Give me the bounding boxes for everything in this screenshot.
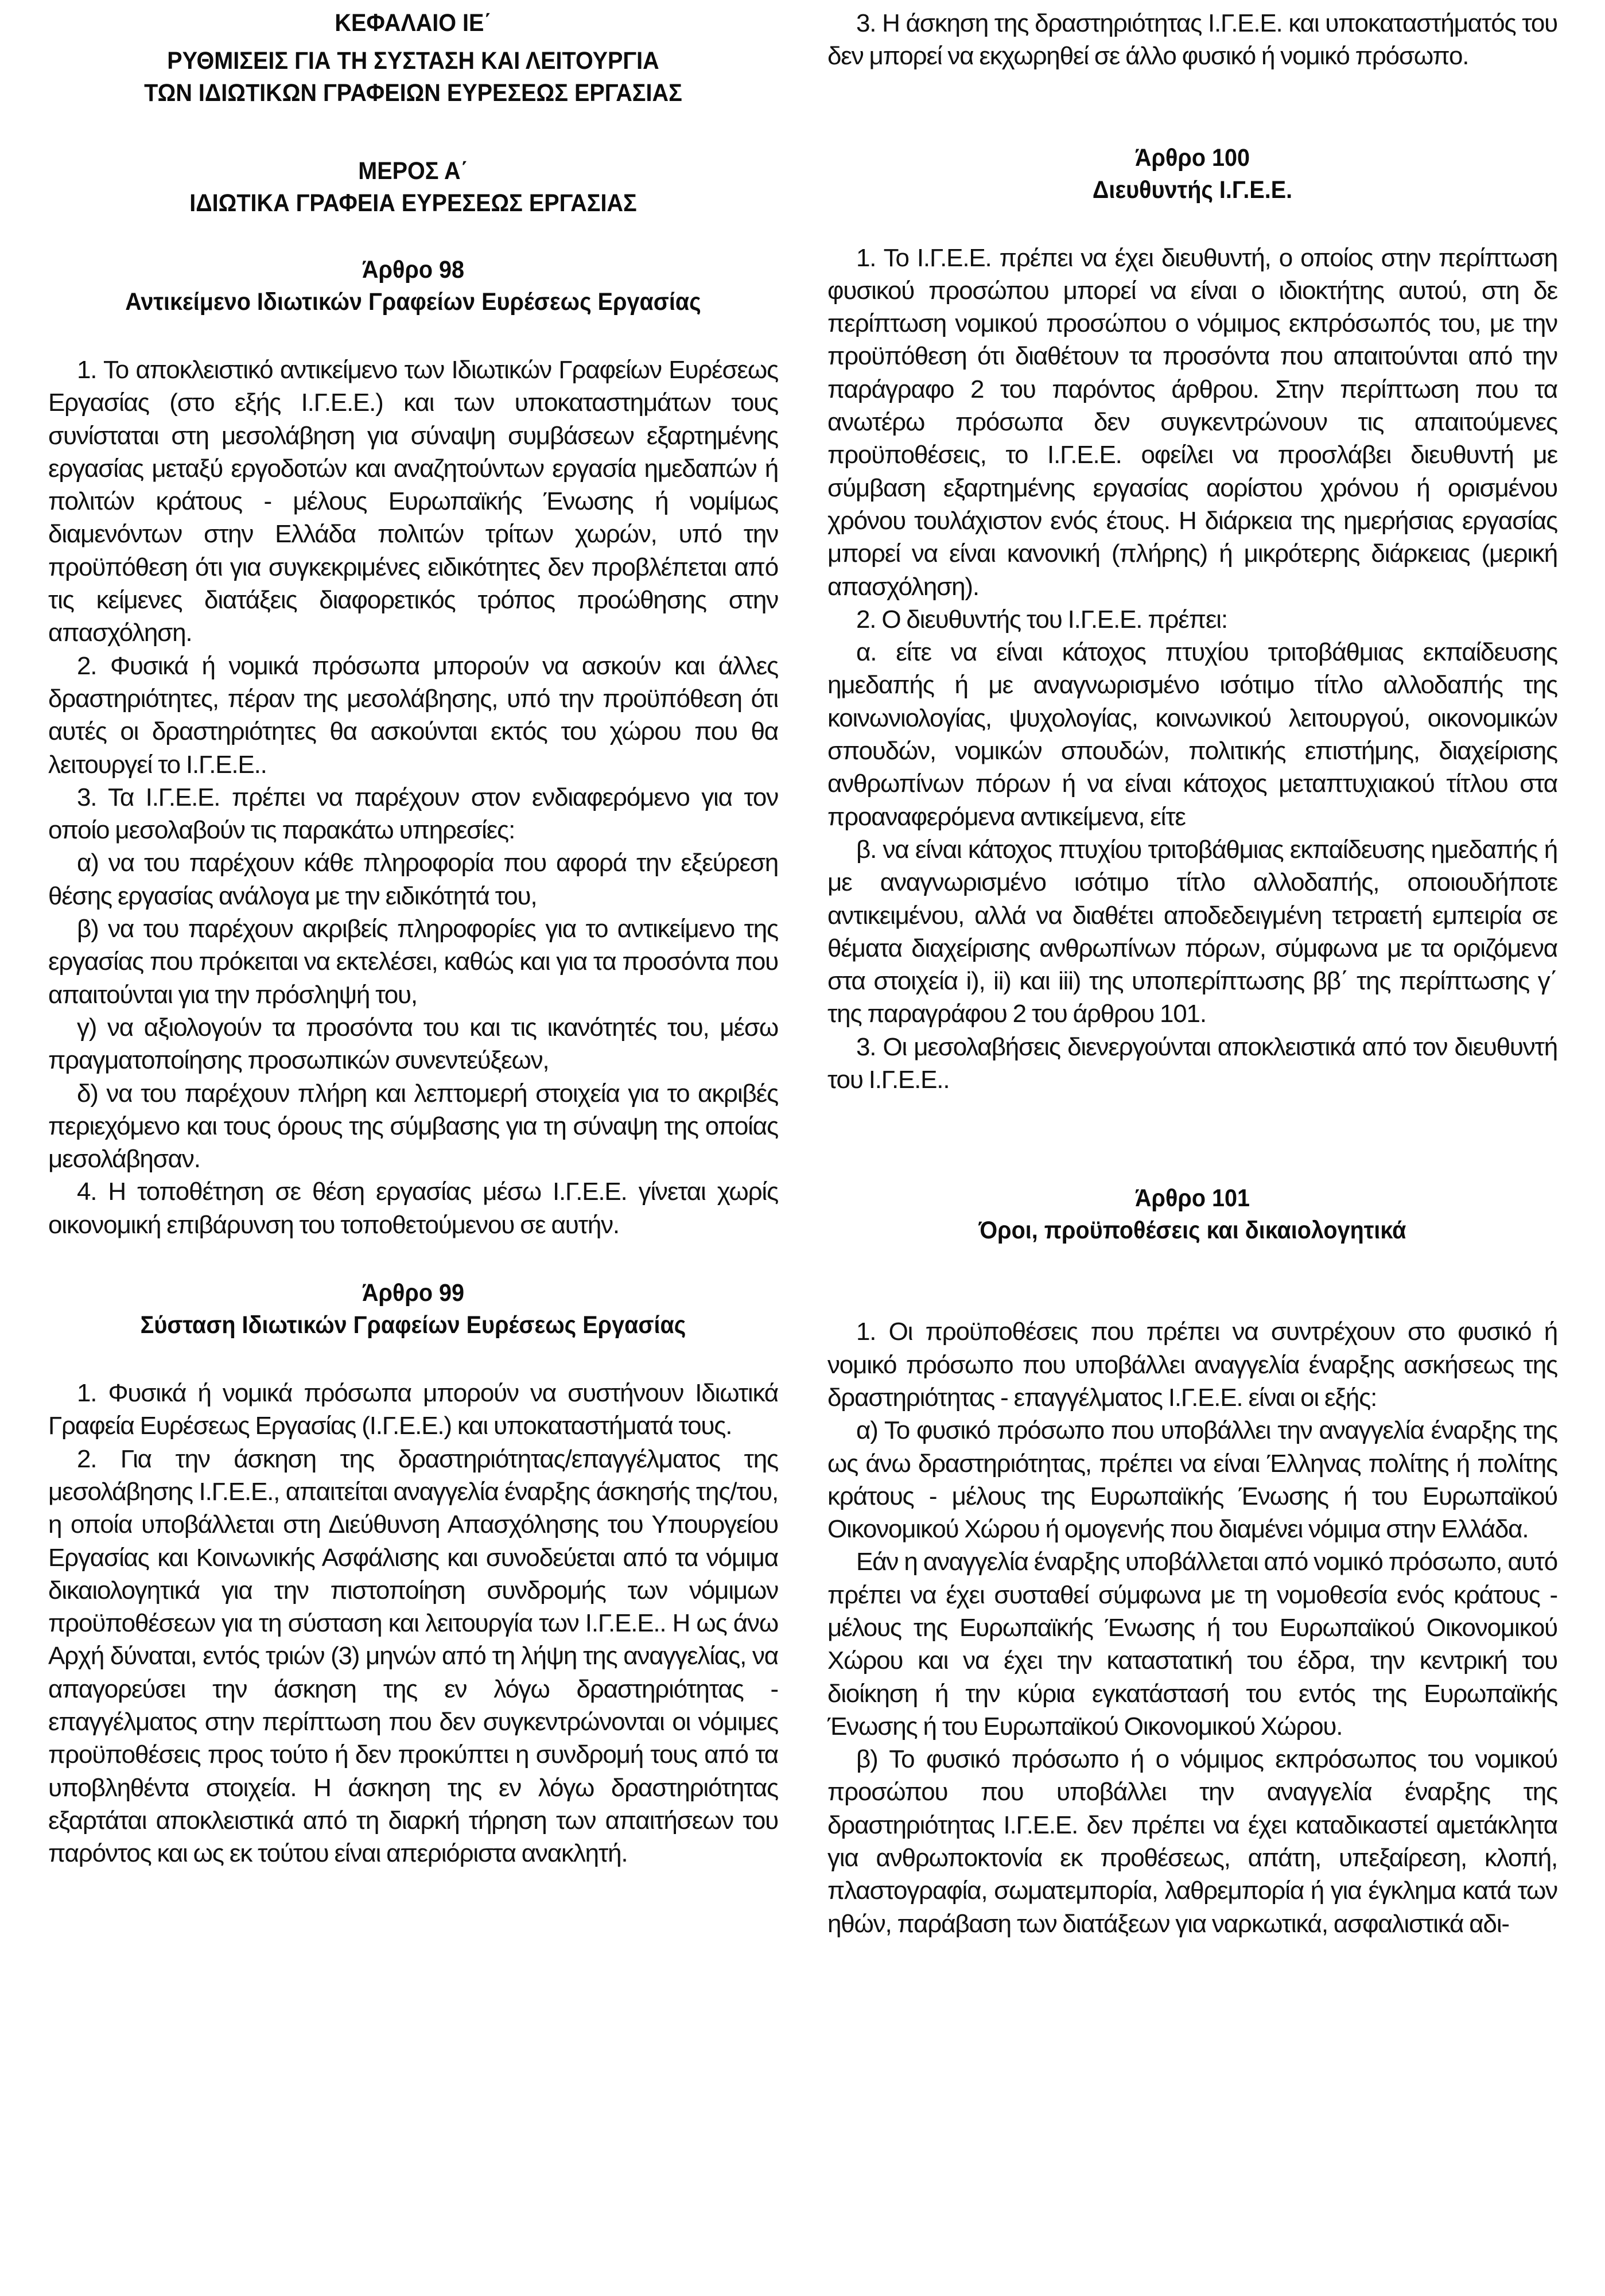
article-98-body [48, 353, 778, 1241]
article-98-title: Αντικείμενο Ιδιωτικών Γραφείων Ευρέσεως Εργασίας [125, 288, 701, 316]
paragraph: α) να του παρέχουν κάθε πληροφορία που αφορά την εξεύρεση θέσης εργασίας ανάλογα με την ειδικότητά του, [48, 849, 778, 910]
article-101-body [827, 1315, 1557, 1940]
article-98-number: Άρθρο 98 [362, 256, 465, 283]
paragraph: 1. Φυσικά ή νομικά πρόσωπα μπορούν να συστήνουν Ιδιωτικά Γραφεία Ευρέσεως Εργασίας (Ι.Γ.Ε.Ε.) και υποκαταστήματά τους. [48, 1379, 778, 1440]
paragraph: 3. Οι μεσολαβήσεις διενεργούνται αποκλειστικά από τον διευθυντή του Ι.Γ.Ε.Ε.. [827, 1032, 1557, 1094]
paragraph: 2. Ο διευθυντής του Ι.Γ.Ε.Ε. πρέπει: [856, 605, 1227, 634]
paragraph: 3. Η άσκηση της δραστηριότητας Ι.Γ.Ε.Ε. και υποκαταστήματός του δεν μπορεί να εκχωρηθεί σε άλλο φυσικό ή νομικό πρόσωπο. [827, 9, 1557, 71]
part-subtitle: ΙΔΙΩΤΙΚΑ ΓΡΑΦΕΙΑ ΕΥΡΕΣΕΩΣ ΕΡΓΑΣΙΑΣ [189, 189, 637, 217]
article-101-number: Άρθρο 101 [1134, 1184, 1250, 1213]
article-100-number: Άρθρο 100 [1134, 143, 1250, 172]
part-title: ΜΕΡΟΣ Α΄ [358, 157, 468, 185]
paragraph: Εάν η αναγγελία έναρξης υποβάλλεται από νομικό πρόσωπο, αυτό πρέπει να έχει συσταθεί σύμφωνα με τη νομοθεσία ενός κράτους - μέλους της Ευρωπαϊκής Ένωσης ή του Ευρωπαϊκού Οικονομικού Χώρου και να έχει την καταστατική του έδρα, την κεντρική του διοίκηση ή την κύρια εγκατάστασή του εντός της Ευρωπαϊκής Ένωσης ή του Ευρωπαϊκού Οικονομικού Χώρου. [827, 1548, 1557, 1741]
paragraph: 3. Τα Ι.Γ.Ε.Ε. πρέπει να παρέχουν στον ενδιαφερόμενο για τον οποίο μεσολαβούν τις παρακάτω υπηρεσίες: [48, 783, 778, 845]
paragraph: α. είτε να είναι κάτοχος πτυχίου τριτοβάθμιας εκπαίδευσης ημεδαπής ή με αναγνωρισμένο ισότιμο τίτλο αλλοδαπής της κοινωνιολογίας, ψυχολογίας, κοινωνικού λειτουργού, οικονομικών σπουδών, νομικών σπουδών, πολιτικής επιστήμης, διαχείρισης ανθρωπίνων πόρων ή να είναι κάτοχος μεταπτυχιακού τίτλου στα προαναφερόμενα αντικείμενα, είτε [827, 638, 1557, 831]
paragraph: 2. Φυσικά ή νομικά πρόσωπα μπορούν να ασκούν και άλλες δραστηριότητες, πέραν της μεσολάβησης, υπό την προϋπόθεση ότι αυτές οι δραστηριότητες θα ασκούνται εκτός του χώρου που θα λειτουργεί το Ι.Γ.Ε.Ε.. [48, 651, 778, 779]
paragraph: 1. Το Ι.Γ.Ε.Ε. πρέπει να έχει διευθυντή, ο οποίος στην περίπτωση φυσικού προσώπου μπορεί να είναι ο ιδιοκτήτης αυτού, στη δε περίπτωση νομικού προσώπου ο νόμιμος εκπρόσωπός του, με την προϋπόθεση ότι διαθέτουν τα προσόντα που απαιτούνται από την παράγραφο 2 του παρόντος άρθρου. Στην περίπτωση που τα ανωτέρω πρόσωπα δεν συγκεντρώνουν τις απαιτούμενες προϋποθέσεις, το Ι.Γ.Ε.Ε. οφείλει να προσλάβει διευθυντή με σύμβαση εξαρτημένης εργασίας αορίστου χρόνου ή ορισμένου χρόνου τουλάχιστον ενός έτους. Η διάρκεια της ημερήσιας εργασίας μπορεί να είναι κανονική (πλήρης) ή μικρότερης διάρκειας (μερική απασχόληση). [827, 243, 1557, 601]
paragraph: 1. Το αποκλειστικό αντικείμενο των Ιδιωτικών Γραφείων Ευρέσεως Εργασίας (στο εξής Ι.Γ.Ε.Ε.) και των υποκαταστημάτων τους συνίσταται στη μεσολάβηση για σύναψη συμβάσεων εξαρτημένης εργασίας μεταξύ εργοδοτών και αναζητούντων εργασία ημεδαπών ή πολιτών κράτους - μέλους Ευρωπαϊκής Ένωσης ή νομίμως διαμενόντων στην Ελλάδα πολιτών τρίτων χωρών, υπό την προϋπόθεση ότι για συγκεκριμένες ειδικότητες δεν προβλέπεται από τις κείμενες διατάξεις διαφορετικός τρόπος προώθησης στην απασχόληση. [48, 356, 778, 647]
chapter-title: ΚΕΦΑΛΑΙΟ ΙΕ΄ [335, 9, 492, 37]
paragraph: γ) να αξιολογούν τα προσόντα του και τις ικανότητές του, μέσω πραγματοποίησης προσωπικών συνεντεύξεων, [48, 1013, 778, 1075]
article-99-body [48, 1377, 778, 1870]
article-99-title: Σύσταση Ιδιωτικών Γραφείων Ευρέσεως Εργασίας [140, 1311, 686, 1339]
paragraph: 2. Για την άσκηση της δραστηριότητας/επαγγέλματος της μεσολάβησης Ι.Γ.Ε.Ε., απαιτείται αναγγελία έναρξης άσκησής της/του, η οποία υποβάλλεται στη Διεύθυνση Απασχόλησης του Υπουργείου Εργασίας και Κοινωνικής Ασφάλισης και συνοδεύεται από τα νόμιμα δικαιολογητικά για την πιστοποίηση συνδρομής των νόμιμων προϋποθέσεων για τη σύσταση και λειτουργία των Ι.Γ.Ε.Ε.. Η ως άνω Αρχή δύναται, εντός τριών (3) μηνών από τη λήψη της αναγγελίας, να απαγορεύσει την άσκηση της εν λόγω δραστηριότητας - επαγγέλματος στην περίπτωση που δεν συγκεντρώνονται οι νόμιμες προϋποθέσεις προς τούτο ή δεν προκύπτει η συνδρομή τους από τα υποβληθέντα στοιχεία. Η άσκηση της εν λόγω δραστηριότητας εξαρτάται αποκλειστικά από τη διαρκή τήρηση των απαιτήσεων του παρόντος και ως εκ τούτου είναι απεριόριστα ανακλητή. [48, 1444, 778, 1868]
article-101-title: Όροι, προϋποθέσεις και δικαιολογητικά [978, 1217, 1406, 1245]
left-column [48, 0, 778, 1870]
paragraph: β) Το φυσικό πρόσωπο ή ο νόμιμος εκπρόσωπος του νομικού προσώπου που υποβάλλει την αναγγελία έναρξης της δραστηριότητας Ι.Γ.Ε.Ε. δεν πρέπει να έχει καταδικαστεί αμετάκλητα για ανθρωποκτονία εκ προθέσεως, απάτη, υπεξαίρεση, κλοπή, πλαστογραφία, σωματεμπορία, λαθρεμπορία ή για έγκλημα κατά των ηθών, παράβαση των διατάξεων για ναρκωτικά, ασφαλιστικά αδι- [827, 1745, 1557, 1938]
chapter-subtitle-line2: ΤΩΝ ΙΔΙΩΤΙΚΩΝ ΓΡΑΦΕΙΩΝ ΕΥΡΕΣΕΩΣ ΕΡΓΑΣΙΑΣ [144, 79, 682, 107]
article-99-number: Άρθρο 99 [362, 1279, 465, 1307]
paragraph: β) να του παρέχουν ακριβείς πληροφορίες για το αντικείμενο της εργασίας που πρόκειται να εκτελέσει, καθώς και για τα προσόντα που απαιτούνται για την πρόσληψή του, [48, 915, 778, 1009]
chapter-subtitle-line1: ΡΥΘΜΙΣΕΙΣ ΓΙΑ ΤΗ ΣΥΣΤΑΣΗ ΚΑΙ ΛΕΙΤΟΥΡΓΙΑ [167, 47, 659, 75]
paragraph: 4. Η τοποθέτηση σε θέση εργασίας μέσω Ι.Γ.Ε.Ε. γίνεται χωρίς οικονομική επιβάρυνση του τοποθετούμενου σε αυτήν. [48, 1178, 778, 1239]
article-99-continued-body [827, 7, 1557, 73]
paragraph: 1. Οι προϋποθέσεις που πρέπει να συντρέχουν στο φυσικό ή νομικό πρόσωπο που υποβάλλει αναγγελία έναρξης ασκήσεως της δραστηριότητας - επαγγέλματος Ι.Γ.Ε.Ε. είναι οι εξής: [827, 1318, 1557, 1412]
right-column [827, 0, 1557, 1940]
paragraph: α) Το φυσικό πρόσωπο που υποβάλλει την αναγγελία έναρξης της ως άνω δραστηριότητας, πρέπει να είναι Έλληνας πολίτης ή πολίτης κράτους - μέλους της Ευρωπαϊκής Ένωσης ή του Ευρωπαϊκού Οικονομικού Χώρου ή ομογενής που διαμένει νόμιμα στην Ελλάδα. [827, 1416, 1557, 1544]
paragraph: β. να είναι κάτοχος πτυχίου τριτοβάθμιας εκπαίδευσης ημεδαπής ή με αναγνωρισμένο ισότιμο τίτλο αλλοδαπής, οποιουδήποτε αντικειμένου, αλλά να διαθέτει αποδεδειγμένη τετραετή εμπειρία σε θέματα διαχείρισης ανθρωπίνων πόρων, σύμφωνα με τα οριζόμενα στα στοιχεία i), ii) και iii) της υποπερίπτωσης ββ΄ της περίπτωσης γ΄ της παραγράφου 2 του άρθρου 101. [827, 835, 1557, 1028]
paragraph: δ) να του παρέχουν πλήρη και λεπτομερή στοιχεία για το ακριβές περιεχόμενο και τους όρους της σύμβασης για τη σύναψη της οποίας μεσολάβησαν. [48, 1079, 778, 1174]
article-100-title: Διευθυντής Ι.Γ.Ε.Ε. [1092, 176, 1293, 204]
article-100-body [827, 242, 1557, 1097]
